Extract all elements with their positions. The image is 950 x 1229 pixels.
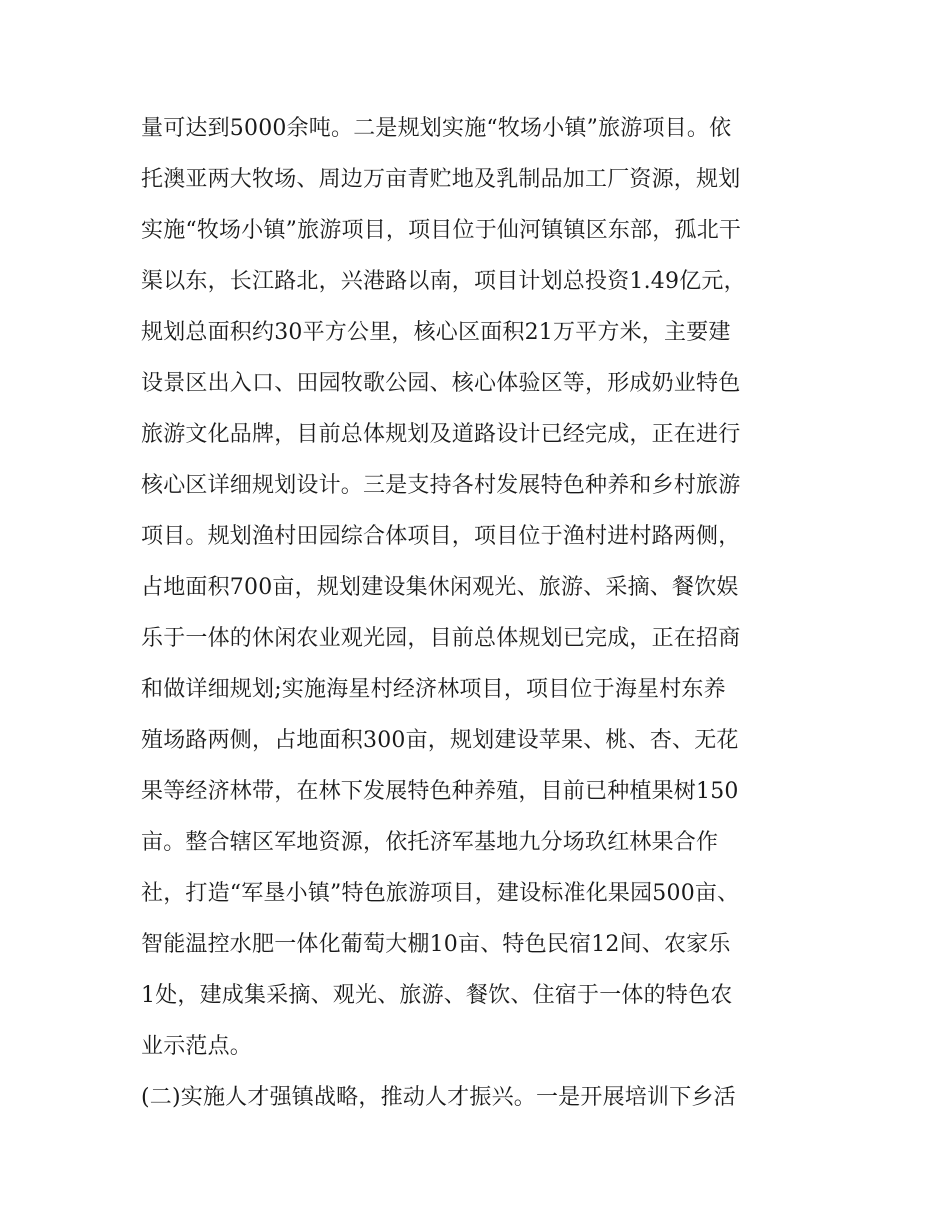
text-line: 乐于一体的休闲农业观光园，目前总体规划已完成，正在招商 [141,626,741,651]
text-line: 社，打造“军垦小镇”特色旅游项目，建设标准化果园500亩、 [141,881,740,906]
text-line: 实施“牧场小镇”旅游项目，项目位于仙河镇镇区东部，孤北干 [141,218,742,243]
text-line: 殖场路两侧，占地面积300亩，规划建设苹果、桃、杏、无花 [141,728,739,753]
text-line: 规划总面积约30平方公里，核心区面积21万平方米，主要建 [141,320,731,345]
text-line: 核心区详细规划设计。三是支持各村发展特色种养和乡村旅游 [141,473,741,498]
text-line: 设景区出入口、田园牧歌公园、核心体验区等，形成奶业特色 [141,371,741,396]
text-line: 占地面积700亩，规划建设集休闲观光、旅游、采摘、餐饮娱 [141,575,739,600]
text-line: 旅游文化品牌，目前总体规划及道路设计已经完成，正在进行 [141,422,741,447]
text-line: 量可达到5000余吨。二是规划实施“牧场小镇”旅游项目。依 [141,116,732,141]
text-line: 果等经济林带，在林下发展特色种养殖，目前已种植果树150 [141,779,739,804]
text-line: 1处，建成集采摘、观光、旅游、餐饮、住宿于一体的特色农 [141,983,733,1008]
text-line: 托澳亚两大牧场、周边万亩青贮地及乳制品加工厂资源，规划 [141,167,741,192]
section-heading-line: (二)实施人才强镇战略，推动人才振兴。一是开展培训下乡活 [141,1085,736,1110]
text-line: 业示范点。 [141,1034,253,1059]
text-line: 亩。整合辖区军地资源，依托济军基地九分场玖红林果合作 [141,830,719,855]
text-line: 渠以东，长江路北，兴港路以南，项目计划总投资1.49亿元， [141,269,746,294]
text-line: 和做详细规划;实施海星村经济林项目，项目位于海星村东养 [141,677,726,702]
text-line: 项目。规划渔村田园综合体项目，项目位于渔村进村路两侧， [141,524,741,549]
text-line: 智能温控水肥一体化葡萄大棚10亩、特色民宿12间、农家乐 [141,932,731,957]
